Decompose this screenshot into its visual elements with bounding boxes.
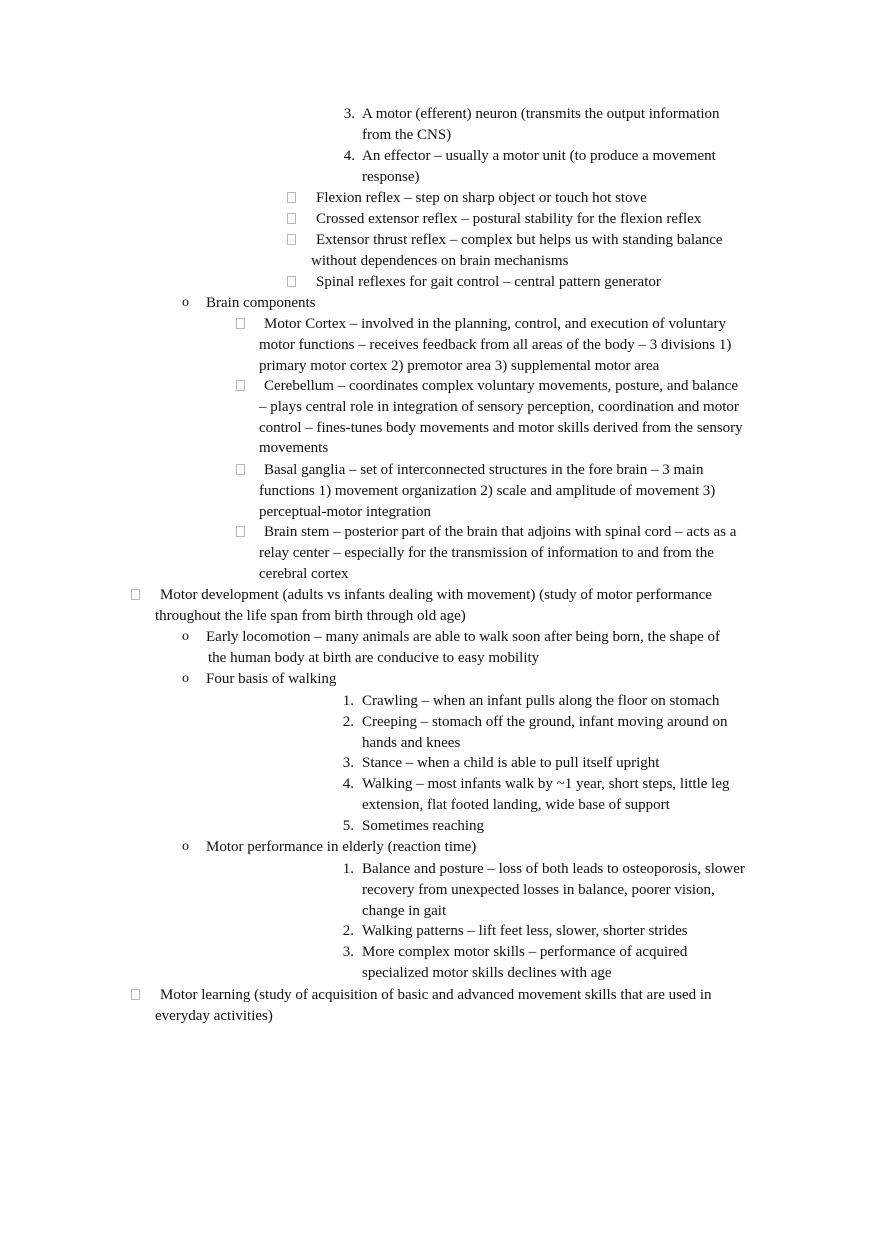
numbered-list-item [337,146,757,188]
numbered-list-item [330,753,760,774]
bullet-square-icon [236,318,245,329]
brain-components-heading [182,293,682,314]
text-line: change in gait [362,902,447,919]
text-line: the human body at birth are conducive to easy mobility [208,649,540,666]
text-line: motor functions – receives feedback from all areas of the body – 3 divisions 1) [259,336,732,353]
bullet-square-icon [236,464,245,475]
bullet-o-icon: o [182,295,189,310]
text-line: – plays central role in integration of sensory perception, coordination and motor [259,398,739,415]
early-locomotion-item [182,627,772,669]
text-line: relay center – especially for the transmission of information to and from the [259,544,714,561]
text-line: response) [362,168,420,185]
list-number: 1. [342,861,354,877]
list-number: 1. [342,693,354,709]
text-line: from the CNS) [362,126,452,143]
list-number: 5. [342,818,354,834]
text-line: Motor learning (study of acquisition of basic and advanced movement skills that are used in [160,987,712,1003]
bullet-square-icon [287,276,296,287]
text-line: extension, flat footed landing, wide base of support [362,796,670,813]
text-line: Early locomotion – many animals are able to walk soon after being born, the shape of [206,629,721,645]
text-line: specialized motor skills declines with age [362,964,612,981]
text-line: cerebral cortex [259,565,349,582]
bullet-square-icon [131,989,140,1000]
text-line: Basal ganglia – set of interconnected structures in the fore brain – 3 main [264,462,704,478]
numbered-list-item [330,921,770,942]
bullet-square-icon [236,526,245,537]
text-line: More complex motor skills – performance of acquired [362,944,688,960]
text-line: Four basis of walking [206,671,337,687]
numbered-list-item [330,942,770,984]
bullet-square-icon [131,589,140,600]
text-line: functions 1) movement organization 2) scale and amplitude of movement 3) [259,482,716,499]
text-line: Brain components [206,295,316,311]
text-line: throughout the life span from birth through old age) [155,607,466,624]
numbered-list-item [330,859,770,921]
text-line: Spinal reflexes for gait control – central pattern generator [316,274,661,290]
brain-item-motor-cortex [236,314,776,376]
numbered-list-item [330,816,760,837]
text-line: Balance and posture – loss of both leads to osteoporosis, slower [362,861,745,877]
text-line: everyday activities) [155,1007,273,1024]
text-line: Crawling – when an infant pulls along the floor on stomach [362,693,720,709]
numbered-list-item [337,104,757,146]
bullet-square-icon [287,213,296,224]
bullet-o-icon: o [182,671,189,686]
text-line: Extensor thrust reflex – complex but helps us with standing balance [316,232,723,248]
text-line: movements [259,440,329,457]
text-line: hands and knees [362,734,461,751]
bullet-o-icon: o [182,629,189,644]
text-line: Creeping – stomach off the ground, infant moving around on [362,714,728,730]
numbered-list-item [330,774,760,816]
text-line: recovery from unexpected losses in balance, poorer vision, [362,881,715,898]
text-line: Motor performance in elderly (reaction time) [206,839,477,855]
text-line: Crossed extensor reflex – postural stability for the flexion reflex [316,211,702,227]
list-number: 4. [342,776,354,792]
reflex-bullet-item [287,230,767,272]
motor-development-bullet [131,585,771,627]
text-line: An effector – usually a motor unit (to produce a movement [362,148,716,164]
numbered-list-item [330,691,760,712]
bullet-o-icon: o [182,839,189,854]
text-line: Sometimes reaching [362,818,485,834]
list-number: 3. [342,755,354,771]
text-line: Brain stem – posterior part of the brain that adjoins with spinal cord – acts as a [264,524,737,540]
list-number: 3. [342,944,354,960]
text-line: primary motor cortex 2) premotor area 3) supplemental motor area [259,357,660,374]
reflex-bullet-item [287,188,767,209]
list-number: 2. [342,714,354,730]
numbered-list-item [330,712,760,754]
list-number: 3. [343,106,355,122]
text-line: Stance – when a child is able to pull itself upright [362,755,660,771]
text-line: Motor Cortex – involved in the planning, control, and execution of voluntary [264,316,726,332]
text-line: Motor development (adults vs infants dealing with movement) (study of motor performance [160,587,712,603]
brain-item-brain-stem [236,522,776,584]
reflex-bullet-item [287,209,767,230]
bullet-square-icon [287,192,296,203]
motor-performance-elderly-heading [182,837,682,858]
list-number: 2. [342,923,354,939]
list-number: 4. [343,148,355,164]
motor-learning-bullet [131,985,771,1027]
text-line: Walking – most infants walk by ~1 year, short steps, little leg [362,776,730,792]
text-line: Flexion reflex – step on sharp object or touch hot stove [316,190,647,206]
bullet-square-icon [287,234,296,245]
text-line: perceptual-motor integration [259,503,432,520]
brain-item-basal-ganglia [236,460,776,522]
text-line: Walking patterns – lift feet less, slower, shorter strides [362,923,688,939]
text-line: A motor (efferent) neuron (transmits the output information [362,106,720,122]
four-basis-heading [182,669,682,690]
text-line: without dependences on brain mechanisms [311,252,569,269]
brain-item-cerebellum [236,376,776,459]
reflex-bullet-item [287,272,767,293]
text-line: control – fines-tunes body movements and motor skills derived from the sensory [259,419,743,436]
bullet-square-icon [236,380,245,391]
text-line: Cerebellum – coordinates complex voluntary movements, posture, and balance [264,378,739,394]
